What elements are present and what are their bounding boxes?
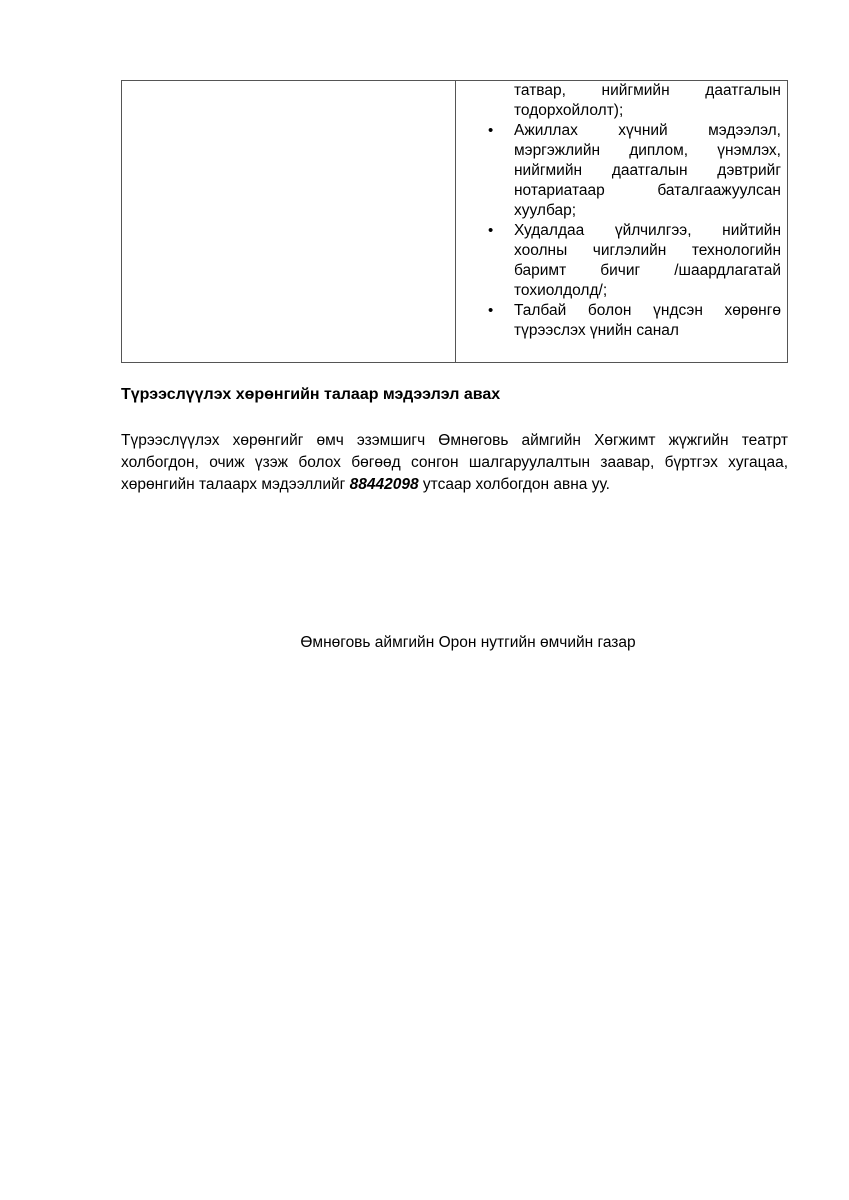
table-cell-right — [456, 81, 788, 363]
paragraph-text-end: утсаар холбогдон авна уу. — [418, 476, 610, 493]
list-item: • Ажиллах хүчний мэдээлэл, мэргэжлийн диплом, үнэмлэх, нийгмийн даатгалын дэвтрийг нотариатаар баталгаажуулсан хуулбар; — [456, 121, 781, 221]
list-item: татвар, нийгмийн даатгалын тодорхойлолт); — [514, 82, 781, 119]
requirements-table — [121, 80, 788, 363]
list-item: • Худалдаа үйлчилгээ, нийтийн хоолны чиглэлийн технологийн баримт бичиг /шаардлагатай тохиолдолд/; — [456, 221, 781, 301]
requirements-list — [456, 81, 781, 341]
list-item: • Талбай болон үндсэн хөрөнгө түрээслэх үнийн санал — [456, 301, 781, 341]
section-heading: Түрээслүүлэх хөрөнгийн талаар мэдээлэл авах — [121, 386, 501, 403]
phone-number: 88442098 — [349, 476, 419, 493]
table-row — [122, 81, 788, 363]
section-paragraph — [121, 430, 788, 496]
signature-line: Өмнөговь аймгийн Орон нутгийн өмчийн газар — [300, 634, 636, 651]
table-cell-left — [122, 81, 456, 363]
paragraph-text: Түрээслүүлэх хөрөнгийг өмч эзэмшигч Өмнөговь аймгийн Хөгжимт жүжгийн театрт холбогдон, очиж үзэж болох бөгөөд сонгон шалгаруулалтын заавар, бүртгэх хугацаа, хөрөнгийн талаарх мэдээллийг — [121, 432, 788, 493]
